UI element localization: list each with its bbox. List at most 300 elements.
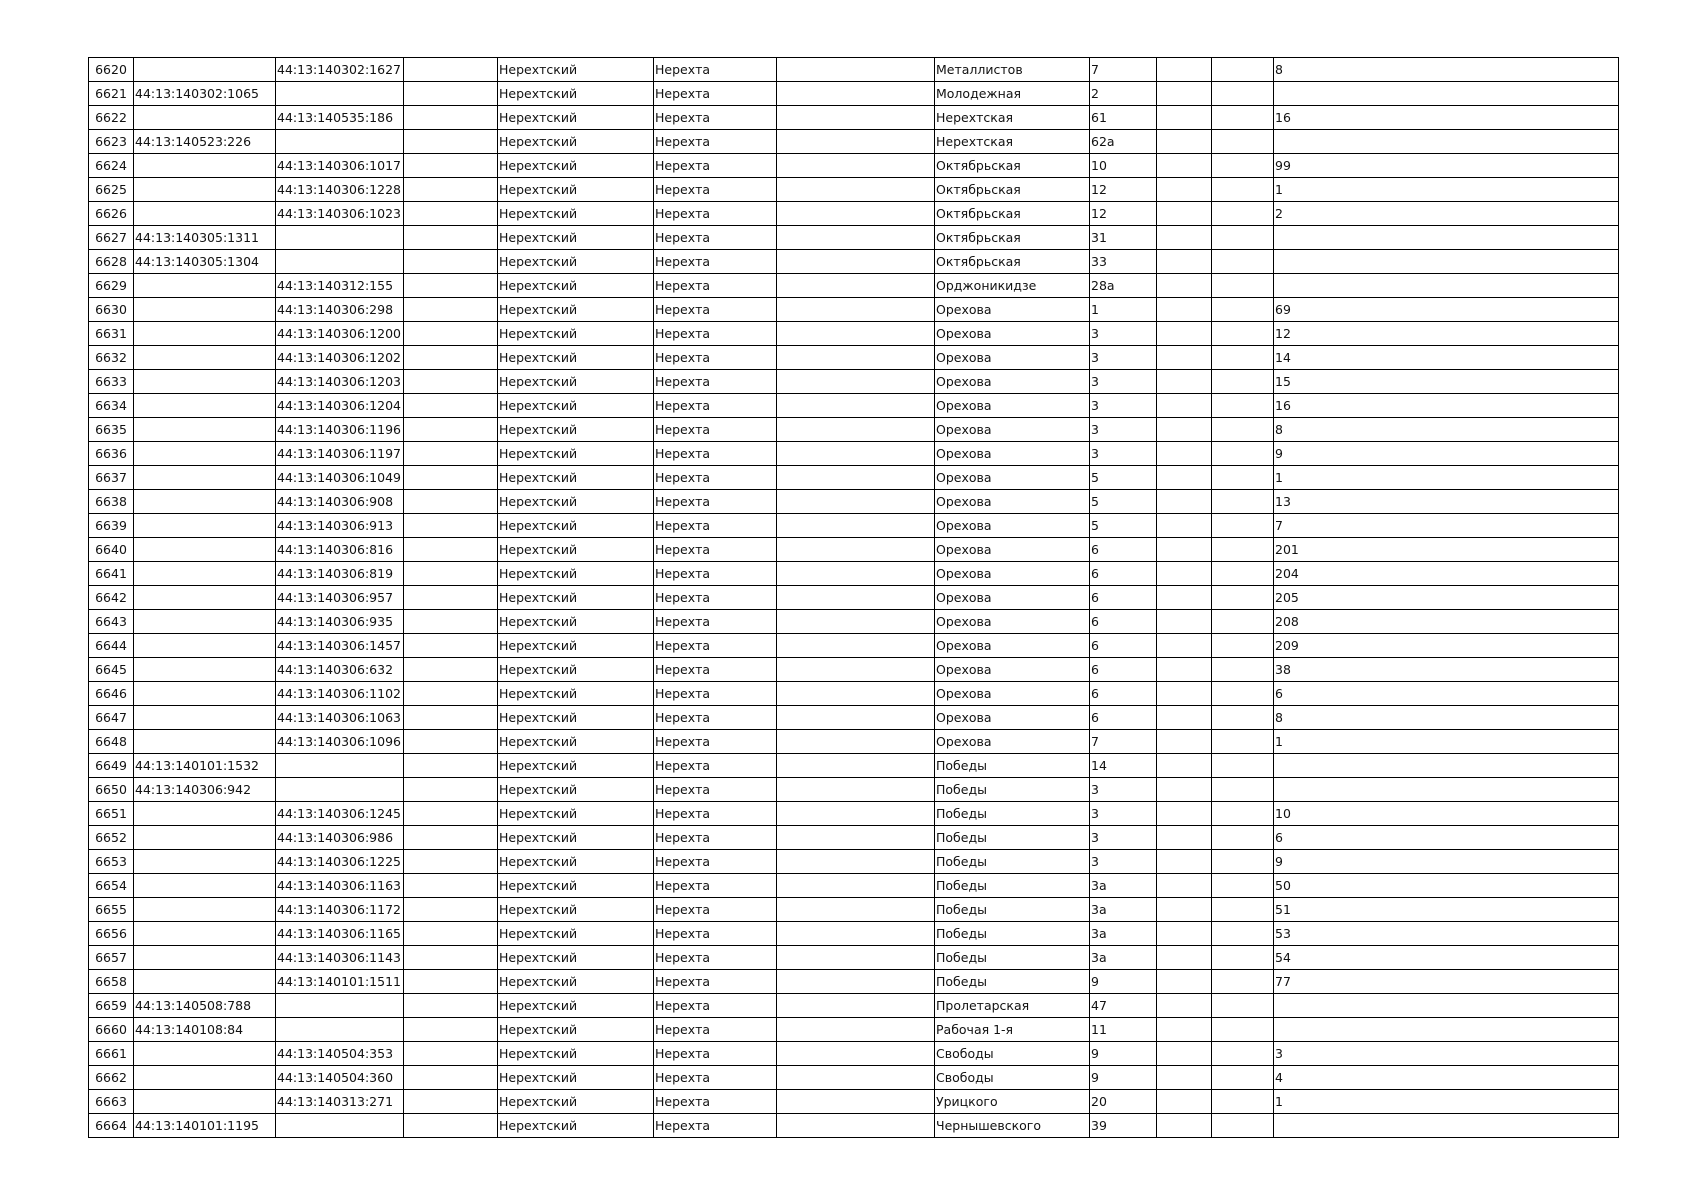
empty-cell (1157, 586, 1212, 610)
table-row (89, 898, 1619, 922)
empty-cell (1212, 682, 1274, 706)
cadastral-number-premises-cell: 44:13:140306:986 (276, 826, 404, 850)
cadastral-number-premises-cell: 44:13:140306:913 (276, 514, 404, 538)
table-row (89, 346, 1619, 370)
flat-cell: 9 (1274, 442, 1619, 466)
empty-cell (777, 274, 935, 298)
city-cell: Нерехта (654, 970, 777, 994)
city-cell: Нерехта (654, 82, 777, 106)
city-cell: Нерехта (654, 1042, 777, 1066)
flat-cell: 209 (1274, 634, 1619, 658)
empty-cell (1212, 106, 1274, 130)
empty-cell (1212, 466, 1274, 490)
street-cell: Орехова (935, 538, 1090, 562)
empty-cell (1157, 130, 1212, 154)
cadastral-number-cell (134, 610, 276, 634)
empty-cell (1157, 442, 1212, 466)
empty-cell (1212, 58, 1274, 82)
empty-cell (1157, 346, 1212, 370)
empty-cell (777, 922, 935, 946)
flat-cell: 12 (1274, 322, 1619, 346)
empty-cell (777, 610, 935, 634)
row-number-cell: 6626 (89, 202, 134, 226)
house-cell: 12 (1090, 202, 1157, 226)
cadastral-number-premises-cell: 44:13:140306:298 (276, 298, 404, 322)
empty-cell (777, 1042, 935, 1066)
street-cell: Октябрьская (935, 250, 1090, 274)
empty-cell (1157, 154, 1212, 178)
empty-cell (1212, 442, 1274, 466)
flat-cell: 1 (1274, 730, 1619, 754)
empty-cell (404, 514, 498, 538)
street-cell: Победы (935, 922, 1090, 946)
empty-cell (1212, 514, 1274, 538)
city-cell: Нерехта (654, 778, 777, 802)
cadastral-number-cell (134, 514, 276, 538)
empty-cell (1157, 466, 1212, 490)
cadastral-number-cell (134, 298, 276, 322)
empty-cell (1157, 178, 1212, 202)
city-cell: Нерехта (654, 154, 777, 178)
empty-cell (404, 682, 498, 706)
house-cell: 3 (1090, 442, 1157, 466)
cadastral-number-premises-cell: 44:13:140306:1143 (276, 946, 404, 970)
empty-cell (777, 346, 935, 370)
empty-cell (404, 730, 498, 754)
empty-cell (1212, 1042, 1274, 1066)
row-number-cell: 6660 (89, 1018, 134, 1042)
street-cell: Чернышевского (935, 1114, 1090, 1138)
empty-cell (777, 1090, 935, 1114)
empty-cell (404, 874, 498, 898)
district-cell: Нерехтский (498, 490, 654, 514)
empty-cell (777, 778, 935, 802)
cadastral-number-cell (134, 850, 276, 874)
house-cell: 3 (1090, 346, 1157, 370)
empty-cell (404, 706, 498, 730)
street-cell: Урицкого (935, 1090, 1090, 1114)
empty-cell (404, 130, 498, 154)
city-cell: Нерехта (654, 538, 777, 562)
city-cell: Нерехта (654, 898, 777, 922)
street-cell: Свободы (935, 1042, 1090, 1066)
row-number-cell: 6623 (89, 130, 134, 154)
table-row (89, 850, 1619, 874)
empty-cell (1157, 802, 1212, 826)
cadastral-number-cell: 44:13:140108:84 (134, 1018, 276, 1042)
empty-cell (1212, 82, 1274, 106)
city-cell: Нерехта (654, 442, 777, 466)
cadastral-number-cell (134, 1090, 276, 1114)
empty-cell (777, 442, 935, 466)
table-row (89, 514, 1619, 538)
city-cell: Нерехта (654, 346, 777, 370)
cadastral-number-cell (134, 1042, 276, 1066)
flat-cell (1274, 250, 1619, 274)
table-row (89, 298, 1619, 322)
row-number-cell: 6663 (89, 1090, 134, 1114)
street-cell: Металлистов (935, 58, 1090, 82)
table-row (89, 658, 1619, 682)
empty-cell (1157, 274, 1212, 298)
cadastral-number-premises-cell: 44:13:140306:1172 (276, 898, 404, 922)
street-cell: Орехова (935, 562, 1090, 586)
empty-cell (1157, 850, 1212, 874)
table-row (89, 178, 1619, 202)
empty-cell (404, 658, 498, 682)
row-number-cell: 6652 (89, 826, 134, 850)
table-row (89, 418, 1619, 442)
cadastral-number-premises-cell: 44:13:140306:1197 (276, 442, 404, 466)
street-cell: Нерехтская (935, 130, 1090, 154)
row-number-cell: 6635 (89, 418, 134, 442)
district-cell: Нерехтский (498, 970, 654, 994)
empty-cell (777, 658, 935, 682)
flat-cell: 1 (1274, 1090, 1619, 1114)
table-row (89, 466, 1619, 490)
empty-cell (404, 586, 498, 610)
street-cell: Орехова (935, 466, 1090, 490)
empty-cell (1157, 1114, 1212, 1138)
house-cell: 3 (1090, 826, 1157, 850)
city-cell: Нерехта (654, 730, 777, 754)
flat-cell: 14 (1274, 346, 1619, 370)
table-row (89, 154, 1619, 178)
row-number-cell: 6649 (89, 754, 134, 778)
cadastral-number-premises-cell: 44:13:140306:1023 (276, 202, 404, 226)
empty-cell (1212, 370, 1274, 394)
district-cell: Нерехтский (498, 442, 654, 466)
table-row (89, 58, 1619, 82)
empty-cell (777, 898, 935, 922)
empty-cell (777, 202, 935, 226)
street-cell: Пролетарская (935, 994, 1090, 1018)
table-row (89, 274, 1619, 298)
house-cell: 3а (1090, 922, 1157, 946)
city-cell: Нерехта (654, 1114, 777, 1138)
street-cell: Орехова (935, 706, 1090, 730)
table-row (89, 586, 1619, 610)
district-cell: Нерехтский (498, 58, 654, 82)
cadastral-number-cell (134, 802, 276, 826)
empty-cell (1157, 106, 1212, 130)
table-row (89, 394, 1619, 418)
empty-cell (1157, 778, 1212, 802)
empty-cell (777, 826, 935, 850)
city-cell: Нерехта (654, 946, 777, 970)
district-cell: Нерехтский (498, 394, 654, 418)
empty-cell (777, 514, 935, 538)
table-row (89, 370, 1619, 394)
district-cell: Нерехтский (498, 250, 654, 274)
house-cell: 3 (1090, 322, 1157, 346)
table-row (89, 874, 1619, 898)
empty-cell (404, 538, 498, 562)
table-row (89, 778, 1619, 802)
empty-cell (404, 226, 498, 250)
flat-cell: 8 (1274, 706, 1619, 730)
city-cell: Нерехта (654, 562, 777, 586)
street-cell: Нерехтская (935, 106, 1090, 130)
empty-cell (1157, 754, 1212, 778)
house-cell: 5 (1090, 490, 1157, 514)
cadastral-number-premises-cell: 44:13:140306:908 (276, 490, 404, 514)
row-number-cell: 6662 (89, 1066, 134, 1090)
empty-cell (404, 154, 498, 178)
cadastral-number-premises-cell: 44:13:140101:1511 (276, 970, 404, 994)
street-cell: Победы (935, 850, 1090, 874)
empty-cell (777, 466, 935, 490)
flat-cell (1274, 778, 1619, 802)
empty-cell (777, 394, 935, 418)
house-cell: 11 (1090, 1018, 1157, 1042)
city-cell: Нерехта (654, 322, 777, 346)
empty-cell (404, 802, 498, 826)
empty-cell (1157, 490, 1212, 514)
empty-cell (777, 634, 935, 658)
empty-cell (777, 178, 935, 202)
flat-cell: 6 (1274, 682, 1619, 706)
cadastral-number-cell (134, 826, 276, 850)
flat-cell: 3 (1274, 1042, 1619, 1066)
table-row (89, 442, 1619, 466)
empty-cell (1212, 946, 1274, 970)
district-cell: Нерехтский (498, 994, 654, 1018)
house-cell: 2 (1090, 82, 1157, 106)
cadastral-number-premises-cell (276, 130, 404, 154)
city-cell: Нерехта (654, 610, 777, 634)
flat-cell: 16 (1274, 394, 1619, 418)
district-cell: Нерехтский (498, 1018, 654, 1042)
flat-cell: 2 (1274, 202, 1619, 226)
street-cell: Орехова (935, 418, 1090, 442)
district-cell: Нерехтский (498, 754, 654, 778)
empty-cell (777, 490, 935, 514)
cadastral-number-cell: 44:13:140306:942 (134, 778, 276, 802)
street-cell: Победы (935, 778, 1090, 802)
cadastral-number-premises-cell: 44:13:140312:155 (276, 274, 404, 298)
flat-cell: 99 (1274, 154, 1619, 178)
empty-cell (1157, 898, 1212, 922)
cadastral-number-premises-cell: 44:13:140306:1096 (276, 730, 404, 754)
district-cell: Нерехтский (498, 1042, 654, 1066)
district-cell: Нерехтский (498, 538, 654, 562)
flat-cell (1274, 82, 1619, 106)
empty-cell (1212, 778, 1274, 802)
district-cell: Нерехтский (498, 514, 654, 538)
empty-cell (1212, 850, 1274, 874)
house-cell: 6 (1090, 682, 1157, 706)
district-cell: Нерехтский (498, 178, 654, 202)
cadastral-number-premises-cell: 44:13:140306:1196 (276, 418, 404, 442)
row-number-cell: 6650 (89, 778, 134, 802)
empty-cell (777, 370, 935, 394)
street-cell: Октябрьская (935, 226, 1090, 250)
row-number-cell: 6645 (89, 658, 134, 682)
table-row (89, 1018, 1619, 1042)
cadastral-number-cell (134, 1066, 276, 1090)
row-number-cell: 6643 (89, 610, 134, 634)
empty-cell (1157, 970, 1212, 994)
district-cell: Нерехтский (498, 346, 654, 370)
cadastral-number-cell (134, 538, 276, 562)
city-cell: Нерехта (654, 826, 777, 850)
table-row (89, 1042, 1619, 1066)
cadastral-number-premises-cell (276, 226, 404, 250)
empty-cell (1212, 634, 1274, 658)
empty-cell (1212, 1018, 1274, 1042)
city-cell: Нерехта (654, 874, 777, 898)
row-number-cell: 6622 (89, 106, 134, 130)
house-cell: 3 (1090, 802, 1157, 826)
house-cell: 9 (1090, 1042, 1157, 1066)
flat-cell (1274, 994, 1619, 1018)
row-number-cell: 6654 (89, 874, 134, 898)
house-cell: 6 (1090, 610, 1157, 634)
cadastral-number-premises-cell: 44:13:140306:816 (276, 538, 404, 562)
cadastral-number-premises-cell: 44:13:140306:1102 (276, 682, 404, 706)
empty-cell (1157, 538, 1212, 562)
empty-cell (1157, 562, 1212, 586)
row-number-cell: 6647 (89, 706, 134, 730)
city-cell: Нерехта (654, 1066, 777, 1090)
table-row (89, 562, 1619, 586)
empty-cell (404, 58, 498, 82)
cadastral-number-premises-cell: 44:13:140306:1163 (276, 874, 404, 898)
empty-cell (1157, 298, 1212, 322)
cadastral-number-premises-cell: 44:13:140306:1063 (276, 706, 404, 730)
district-cell: Нерехтский (498, 562, 654, 586)
street-cell: Рабочая 1-я (935, 1018, 1090, 1042)
district-cell: Нерехтский (498, 922, 654, 946)
row-number-cell: 6629 (89, 274, 134, 298)
empty-cell (777, 994, 935, 1018)
empty-cell (777, 1066, 935, 1090)
cadastral-number-cell (134, 730, 276, 754)
empty-cell (404, 466, 498, 490)
city-cell: Нерехта (654, 178, 777, 202)
house-cell: 31 (1090, 226, 1157, 250)
empty-cell (777, 706, 935, 730)
street-cell: Октябрьская (935, 178, 1090, 202)
cadastral-number-cell (134, 586, 276, 610)
street-cell: Молодежная (935, 82, 1090, 106)
row-number-cell: 6640 (89, 538, 134, 562)
street-cell: Победы (935, 874, 1090, 898)
row-number-cell: 6646 (89, 682, 134, 706)
house-cell: 6 (1090, 706, 1157, 730)
empty-cell (1212, 274, 1274, 298)
district-cell: Нерехтский (498, 634, 654, 658)
street-cell: Свободы (935, 1066, 1090, 1090)
empty-cell (1212, 610, 1274, 634)
empty-cell (404, 1066, 498, 1090)
row-number-cell: 6651 (89, 802, 134, 826)
empty-cell (777, 802, 935, 826)
empty-cell (404, 298, 498, 322)
flat-cell: 38 (1274, 658, 1619, 682)
cadastral-number-premises-cell: 44:13:140306:1457 (276, 634, 404, 658)
empty-cell (404, 250, 498, 274)
cadastral-number-cell (134, 154, 276, 178)
city-cell: Нерехта (654, 466, 777, 490)
empty-cell (404, 850, 498, 874)
street-cell: Победы (935, 802, 1090, 826)
empty-cell (1157, 250, 1212, 274)
district-cell: Нерехтский (498, 298, 654, 322)
district-cell: Нерехтский (498, 1066, 654, 1090)
flat-cell: 1 (1274, 178, 1619, 202)
street-cell: Победы (935, 754, 1090, 778)
flat-cell: 77 (1274, 970, 1619, 994)
district-cell: Нерехтский (498, 706, 654, 730)
city-cell: Нерехта (654, 514, 777, 538)
empty-cell (777, 730, 935, 754)
empty-cell (1157, 226, 1212, 250)
district-cell: Нерехтский (498, 658, 654, 682)
empty-cell (777, 1018, 935, 1042)
table-row (89, 802, 1619, 826)
empty-cell (1157, 706, 1212, 730)
empty-cell (1157, 394, 1212, 418)
city-cell: Нерехта (654, 634, 777, 658)
house-cell: 3 (1090, 418, 1157, 442)
empty-cell (1212, 394, 1274, 418)
district-cell: Нерехтский (498, 802, 654, 826)
city-cell: Нерехта (654, 994, 777, 1018)
house-cell: 3 (1090, 394, 1157, 418)
row-number-cell: 6661 (89, 1042, 134, 1066)
row-number-cell: 6641 (89, 562, 134, 586)
street-cell: Октябрьская (935, 202, 1090, 226)
table-row (89, 490, 1619, 514)
row-number-cell: 6628 (89, 250, 134, 274)
house-cell: 62а (1090, 130, 1157, 154)
cadastral-number-cell (134, 898, 276, 922)
flat-cell: 51 (1274, 898, 1619, 922)
empty-cell (404, 826, 498, 850)
address-table (88, 57, 1619, 1138)
house-cell: 7 (1090, 730, 1157, 754)
district-cell: Нерехтский (498, 946, 654, 970)
row-number-cell: 6634 (89, 394, 134, 418)
empty-cell (404, 754, 498, 778)
house-cell: 10 (1090, 154, 1157, 178)
flat-cell: 54 (1274, 946, 1619, 970)
cadastral-number-cell (134, 682, 276, 706)
street-cell: Победы (935, 826, 1090, 850)
cadastral-number-premises-cell: 44:13:140306:1245 (276, 802, 404, 826)
flat-cell: 69 (1274, 298, 1619, 322)
city-cell: Нерехта (654, 754, 777, 778)
empty-cell (404, 946, 498, 970)
empty-cell (1212, 802, 1274, 826)
empty-cell (777, 418, 935, 442)
city-cell: Нерехта (654, 586, 777, 610)
empty-cell (1157, 634, 1212, 658)
house-cell: 6 (1090, 634, 1157, 658)
house-cell: 1 (1090, 298, 1157, 322)
cadastral-number-premises-cell: 44:13:140306:1202 (276, 346, 404, 370)
cadastral-number-premises-cell (276, 994, 404, 1018)
row-number-cell: 6627 (89, 226, 134, 250)
cadastral-number-cell (134, 346, 276, 370)
cadastral-number-cell (134, 370, 276, 394)
table-row (89, 1114, 1619, 1138)
empty-cell (1212, 586, 1274, 610)
district-cell: Нерехтский (498, 730, 654, 754)
cadastral-number-cell (134, 274, 276, 298)
